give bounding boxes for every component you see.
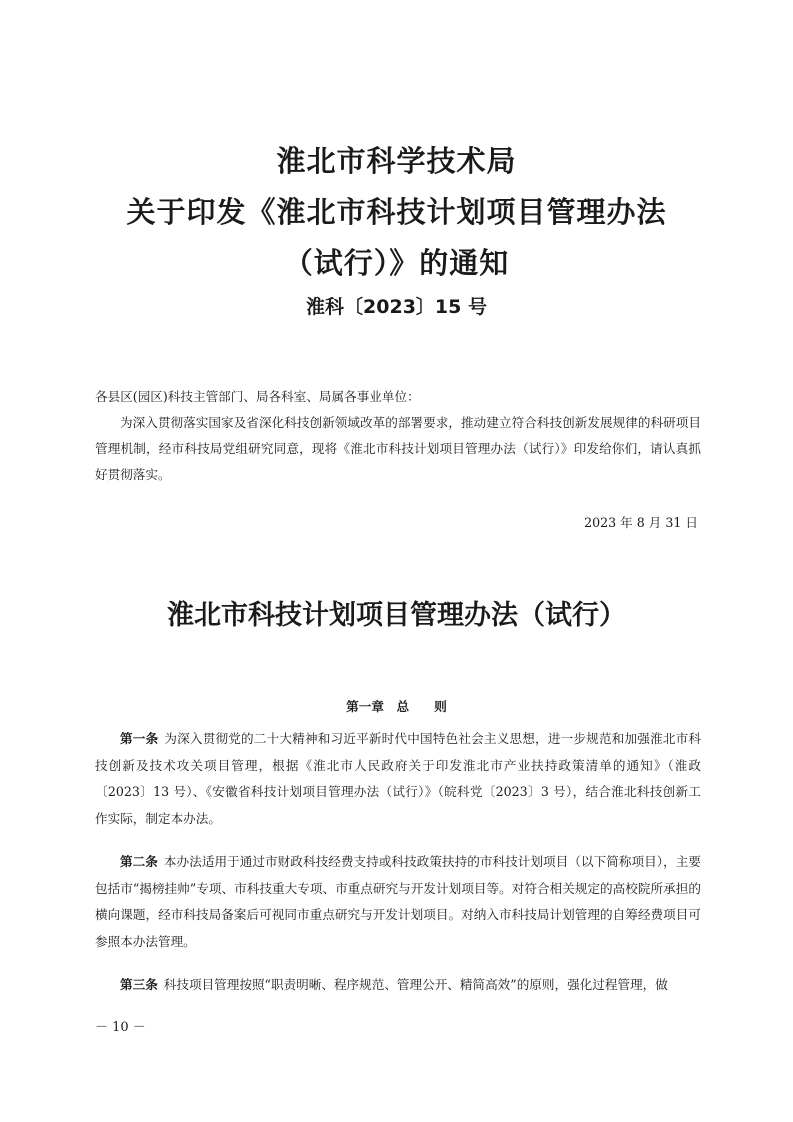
article-3 (95, 972, 701, 999)
measures-title: 淮北市科技计划项目管理办法（试行） (167, 600, 626, 631)
recipients: 各县区(园区)科技主管部门、局各科室、局属各事业单位： (95, 389, 420, 404)
article-2-label: 第二条 (120, 854, 158, 869)
article-3-text: 科技项目管理按照“职责明晰、程序规范、管理公开、精简高效”的原则，强化过程管理，做 (163, 977, 668, 992)
article-1 (95, 726, 701, 832)
article-1-text: 为深入贯彻党的二十大精神和习近平新时代中国特色社会主义思想，进一步规范和加强淮北市科技创新及技术攻关项目管理，根据《淮北市人民政府关于印发淮北市产业扶持政策清单的通知》（淮政〔2023〕13 号）、《安徽省科技计划项目管理办法（试行）》（皖科党〔2023〕3 号），结合淮北科技创新工作实际，制定本办法。 (95, 731, 702, 826)
title-line-1: 淮北市科学技术局 (276, 144, 517, 178)
article-1-label: 第一条 (120, 731, 159, 746)
chapter-heading: 第一章 总 则 (346, 699, 447, 714)
document-number: 淮科〔2023〕15 号 (306, 296, 487, 318)
issue-date: 2023 年 8 月 31 日 (584, 515, 698, 530)
title-line-2: 关于印发《淮北市科技计划项目管理办法 (126, 195, 667, 229)
page-number: － 10 － (95, 1020, 146, 1035)
article-3-label: 第三条 (120, 977, 158, 992)
article-2-text: 本办法适用于通过市财政科技经费支持或科技政策扶持的市科技计划项目（以下简称项目），主要包括市“揭榜挂帅”专项、市科技重大专项、市重点研究与开发计划项目等。对符合相关规定的高校院所承担的横向课题，经市科技局备案后可视同市重点研究与开发计划项目。对纳入市科技局计划管理的自筹经费项目可参照本办法管理。 (95, 854, 702, 949)
title-line-3: （试行）》的通知 (283, 246, 510, 280)
notice-body: 为深入贯彻落实国家及省深化科技创新领域改革的部署要求，推动建立符合科技创新发展规律的科研项目管理机制，经市科技局党组研究同意，现将《淮北市科技计划项目管理办法（试行）》印发给你们，请认真抓好贯彻落实。 (95, 415, 701, 482)
article-2 (95, 849, 701, 955)
